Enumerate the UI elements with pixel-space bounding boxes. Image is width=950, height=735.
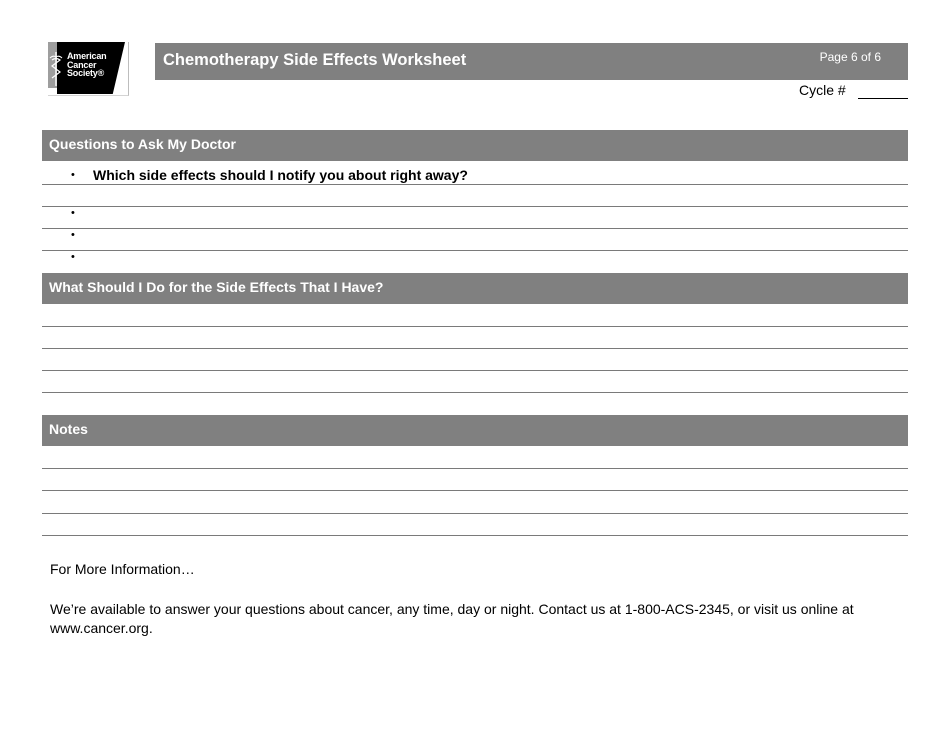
logo-text	[67, 52, 119, 78]
logo-line-1: American	[67, 51, 107, 61]
section-header-questions: Questions to Ask My Doctor	[42, 130, 908, 161]
side-effects-line[interactable]	[42, 348, 908, 349]
side-effects-line[interactable]	[42, 392, 908, 393]
section-header-side-effects: What Should I Do for the Side Effects That I Have?	[42, 273, 908, 304]
page-number: Page 6 of 6	[819, 50, 881, 64]
side-effects-line[interactable]	[42, 326, 908, 327]
question-line[interactable]	[42, 206, 908, 207]
notes-line[interactable]	[42, 535, 908, 536]
notes-line[interactable]	[42, 513, 908, 514]
question-line[interactable]	[42, 228, 908, 229]
cycle-field[interactable]	[858, 98, 908, 99]
question-bullet: •	[71, 207, 75, 219]
title-bar	[155, 43, 908, 80]
section-header-notes: Notes	[42, 415, 908, 446]
notes-line[interactable]	[42, 468, 908, 469]
side-effects-line[interactable]	[42, 370, 908, 371]
question-bullet: •	[71, 229, 75, 241]
footer-heading: For More Information…	[50, 561, 195, 577]
question-bullet: •	[71, 169, 75, 181]
logo-line-3: Society®	[67, 68, 105, 78]
footer-contact-text: We’re available to answer your questions about cancer, any time, day or night. Contact us at 1-800-ACS-2345, or visit us online at www.cancer.org.	[50, 601, 854, 636]
notes-line[interactable]	[42, 490, 908, 491]
question-text-1: Which side effects should I notify you about right away?	[93, 167, 468, 183]
question-line[interactable]	[42, 250, 908, 251]
question-line[interactable]	[42, 184, 908, 185]
question-bullet: •	[71, 251, 75, 263]
logo-line-2: Cancer	[67, 59, 97, 70]
caduceus-icon	[49, 50, 63, 88]
cycle-label: Cycle #	[799, 82, 846, 98]
american-cancer-society-logo	[48, 42, 129, 96]
page-title: Chemotherapy Side Effects Worksheet	[163, 51, 467, 69]
